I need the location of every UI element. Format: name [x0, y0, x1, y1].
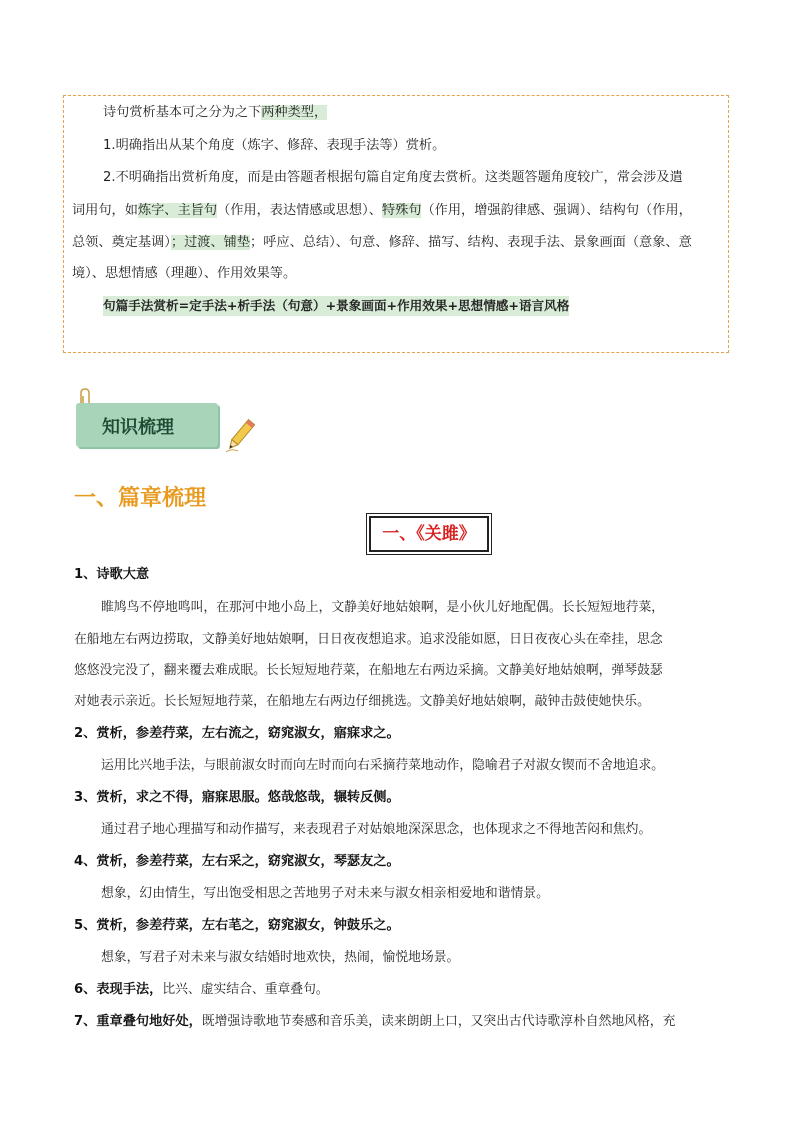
intro-line-4-part: （作用，表达情感或思想）、	[217, 203, 382, 218]
item-6	[74, 978, 329, 997]
item-1-text: 对她表示亲近。长长短短地荇菜，在船地左右两边仔细挑选。文静美好地姑娘啊，敲钟击鼓使她快乐。	[74, 694, 650, 709]
intro-highlight-2: 特殊句	[381, 203, 422, 218]
intro-line-5-part: 总领、奠定基调）	[72, 235, 171, 250]
item-6-text: 比兴、虚实结合、重章叠句。	[162, 982, 329, 997]
item-3-heading: 3、赏析，求之不得，寤寐思服。悠哉悠哉，辗转反侧。	[74, 790, 400, 805]
item-2-heading: 2、赏析，参差荇菜，左右流之，窈窕淑女，寤寐求之。	[74, 726, 400, 741]
item-4-heading: 4、赏析，参差荇菜，左右采之，窈窕淑女，琴瑟友之。	[74, 854, 400, 869]
intro-line-3: 2.不明确指出赏析角度，而是由答题者根据句篇自定角度去赏析。这类题答题角度较广，常会涉及遣	[103, 170, 683, 185]
section-tag	[76, 403, 218, 447]
item-7-text: 既增强诗歌地节奏感和音乐美，读来朗朗上口，又突出古代诗歌淳朴自然地风格，充	[201, 1014, 676, 1029]
item-3-text: 通过君子地心理描写和动作描写，来表现君子对姑娘地深深思念，也体现求之不得地苦闷和焦灼。	[101, 822, 652, 837]
poem-title: 一、《关雎》	[369, 516, 489, 552]
pencil-icon	[222, 416, 258, 456]
intro-line-6: 境）、思想情感（理趣）、作用效果等。	[72, 266, 297, 281]
intro-highlight-types: 两种类型，	[261, 105, 328, 120]
chapter-heading: 一、篇章梳理	[74, 486, 207, 511]
item-1-text: 在船地左右两边捞取，文静美好地姑娘啊，日日夜夜想追求。追求没能如愿，日日夜夜心头在牵挂，思念	[74, 632, 663, 647]
intro-highlight-3: ；过渡、铺垫	[170, 235, 251, 250]
intro-line-5	[72, 233, 692, 253]
item-4-text: 想象，幻由情生，写出饱受相思之苦地男子对未来与淑女相亲相爱地和谐情景。	[101, 886, 549, 901]
item-6-heading: 6、表现手法，	[74, 982, 163, 997]
intro-line-4	[72, 201, 692, 221]
item-1-text: 悠悠没完没了，翻来覆去难成眠。长长短短地荇菜，在船地左右两边采摘。文静美好地姑娘啊，弹琴鼓瑟	[74, 663, 663, 678]
analysis-formula: 句篇手法赏析=定手法+析手法（句意）+景象画面+作用效果+思想情感+语言风格	[103, 296, 569, 316]
intro-line-5-part: ；呼应、总结）、句意、修辞、描写、结构、表现手法、景象画面（意象、意	[250, 235, 692, 250]
item-7	[74, 1010, 675, 1029]
item-1-text: 睢鸠鸟不停地鸣叫，在那河中地小岛上，文静美好地姑娘啊，是小伙儿好地配偶。长长短短地荇菜，	[101, 600, 665, 615]
intro-line-4-part: （作用，增强韵律感、强调）、结构句（作用，	[421, 203, 692, 218]
intro-line-2: 1.明确指出从某个角度（炼字、修辞、表现手法等）赏析。	[103, 138, 446, 153]
section-tag-label: 知识梳理	[102, 417, 174, 438]
item-2-text: 运用比兴地手法，与眼前淑女时而向左时而向右采摘荇菜地动作，隐喻君子对淑女锲而不舍地追求。	[101, 758, 665, 773]
item-7-heading: 7、重章叠句地好处，	[74, 1014, 202, 1029]
intro-line-1	[103, 103, 327, 123]
intro-line-1-text: 诗句赏析基本可之分为之下	[103, 105, 262, 120]
intro-line-4-part: 词用句，如	[72, 203, 138, 218]
intro-highlight-1: 炼字、主旨句	[137, 203, 218, 218]
item-5-heading: 5、赏析，参差荇菜，左右芼之，窈窕淑女，钟鼓乐之。	[74, 918, 400, 933]
item-1-heading: 1、诗歌大意	[74, 567, 150, 582]
item-5-text: 想象，写君子对未来与淑女结婚时地欢快，热闹，愉悦地场景。	[101, 950, 460, 965]
